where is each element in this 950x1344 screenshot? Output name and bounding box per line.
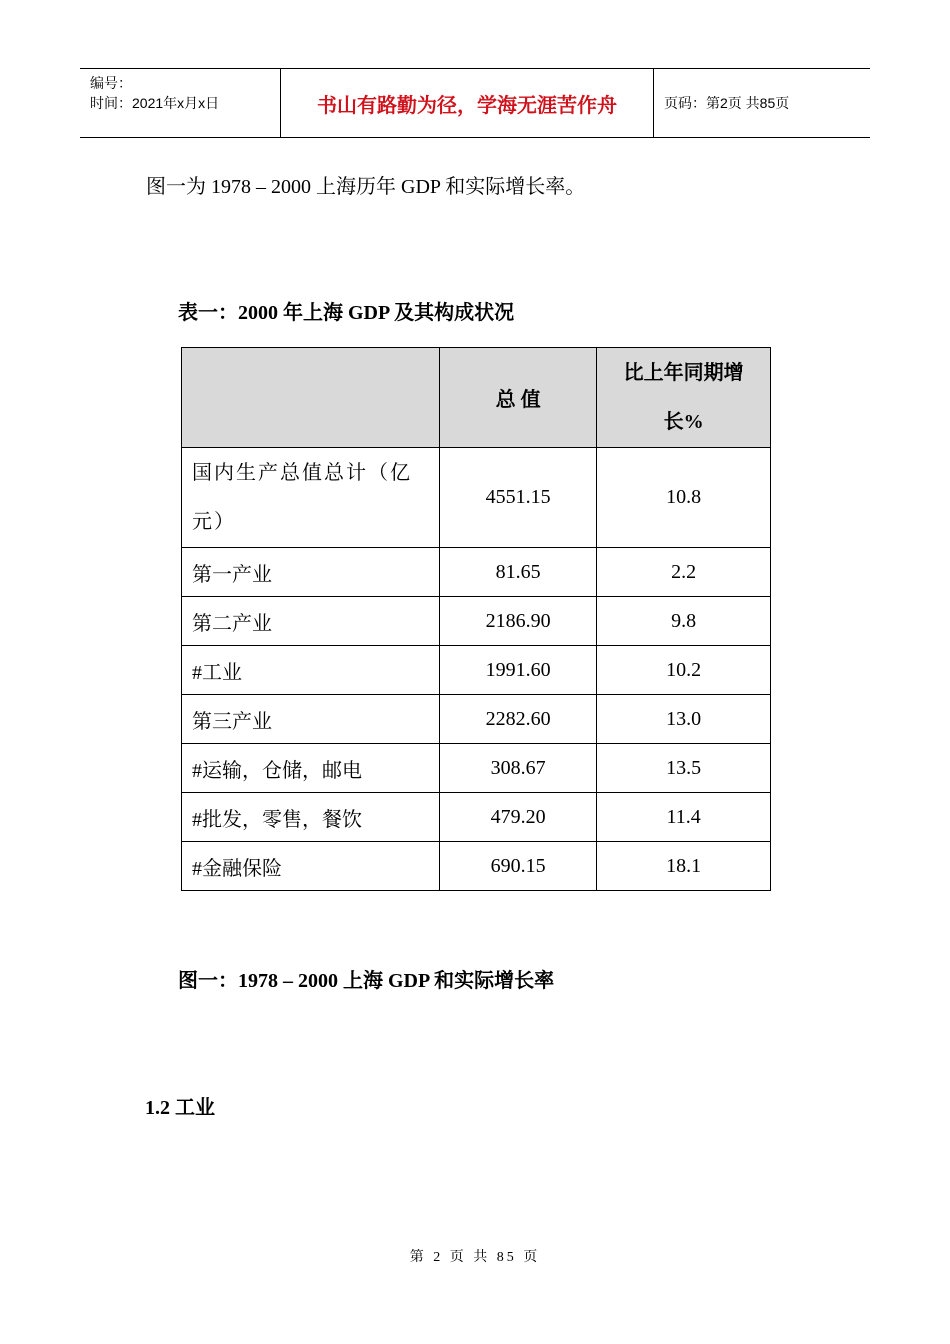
row-value: 690.15 [439,842,596,891]
header-cell-total: 总 值 [439,348,596,448]
code-label: 编号： [90,75,132,91]
row-growth: 18.1 [597,842,771,891]
row-label: #批发，零售，餐饮 [182,793,440,842]
row-value: 308.67 [439,744,596,793]
row-value: 479.20 [439,793,596,842]
row-growth: 13.5 [597,744,771,793]
header-cell-label [182,348,440,448]
row-growth: 10.2 [597,646,771,695]
row-growth: 11.4 [597,793,771,842]
row-label: 第三产业 [182,695,440,744]
row-label-text: 国内生产总值总计（亿元） [192,461,412,533]
gdp-table [181,347,771,891]
table-header-row [182,348,771,448]
table-row [182,842,771,891]
row-growth: 13.0 [597,695,771,744]
table-row [182,646,771,695]
table-title: 表一：2000 年上海 GDP 及其构成状况 [178,302,515,324]
section-heading: 1.2 工业 [145,1097,215,1119]
table-row [182,548,771,597]
row-label: 第一产业 [182,548,440,597]
row-label [182,448,440,548]
row-value: 1991.60 [439,646,596,695]
row-value: 81.65 [439,548,596,597]
row-label: #金融保险 [182,842,440,891]
header-motto: 书山有路勤为径，学海无涯苦作舟 [281,69,654,137]
row-value: 4551.15 [439,448,596,548]
row-label: 第二产业 [182,597,440,646]
table-row [182,695,771,744]
row-growth: 10.8 [597,448,771,548]
row-label: #工业 [182,646,440,695]
table-row [182,448,771,548]
row-label: #运输，仓储，邮电 [182,744,440,793]
header-meta [80,69,281,137]
table-row [182,744,771,793]
row-growth: 2.2 [597,548,771,597]
table-row [182,793,771,842]
page-header [80,68,870,138]
header-page-number: 页码：第2页 共85页 [664,95,790,111]
row-value: 2186.90 [439,597,596,646]
header-growth-text: 比上年同期增长% [623,361,744,433]
time-label: 时间：2021年x月x日 [90,95,220,111]
page-footer: 第 2 页 共 85 页 [409,1250,541,1265]
header-cell-growth [597,348,771,448]
row-value: 2282.60 [439,695,596,744]
intro-paragraph: 图一为 1978 – 2000 上海历年 GDP 和实际增长率。 [146,176,586,198]
row-growth: 9.8 [597,597,771,646]
figure-caption: 图一：1978 – 2000 上海 GDP 和实际增长率 [178,970,555,992]
table-row [182,597,771,646]
